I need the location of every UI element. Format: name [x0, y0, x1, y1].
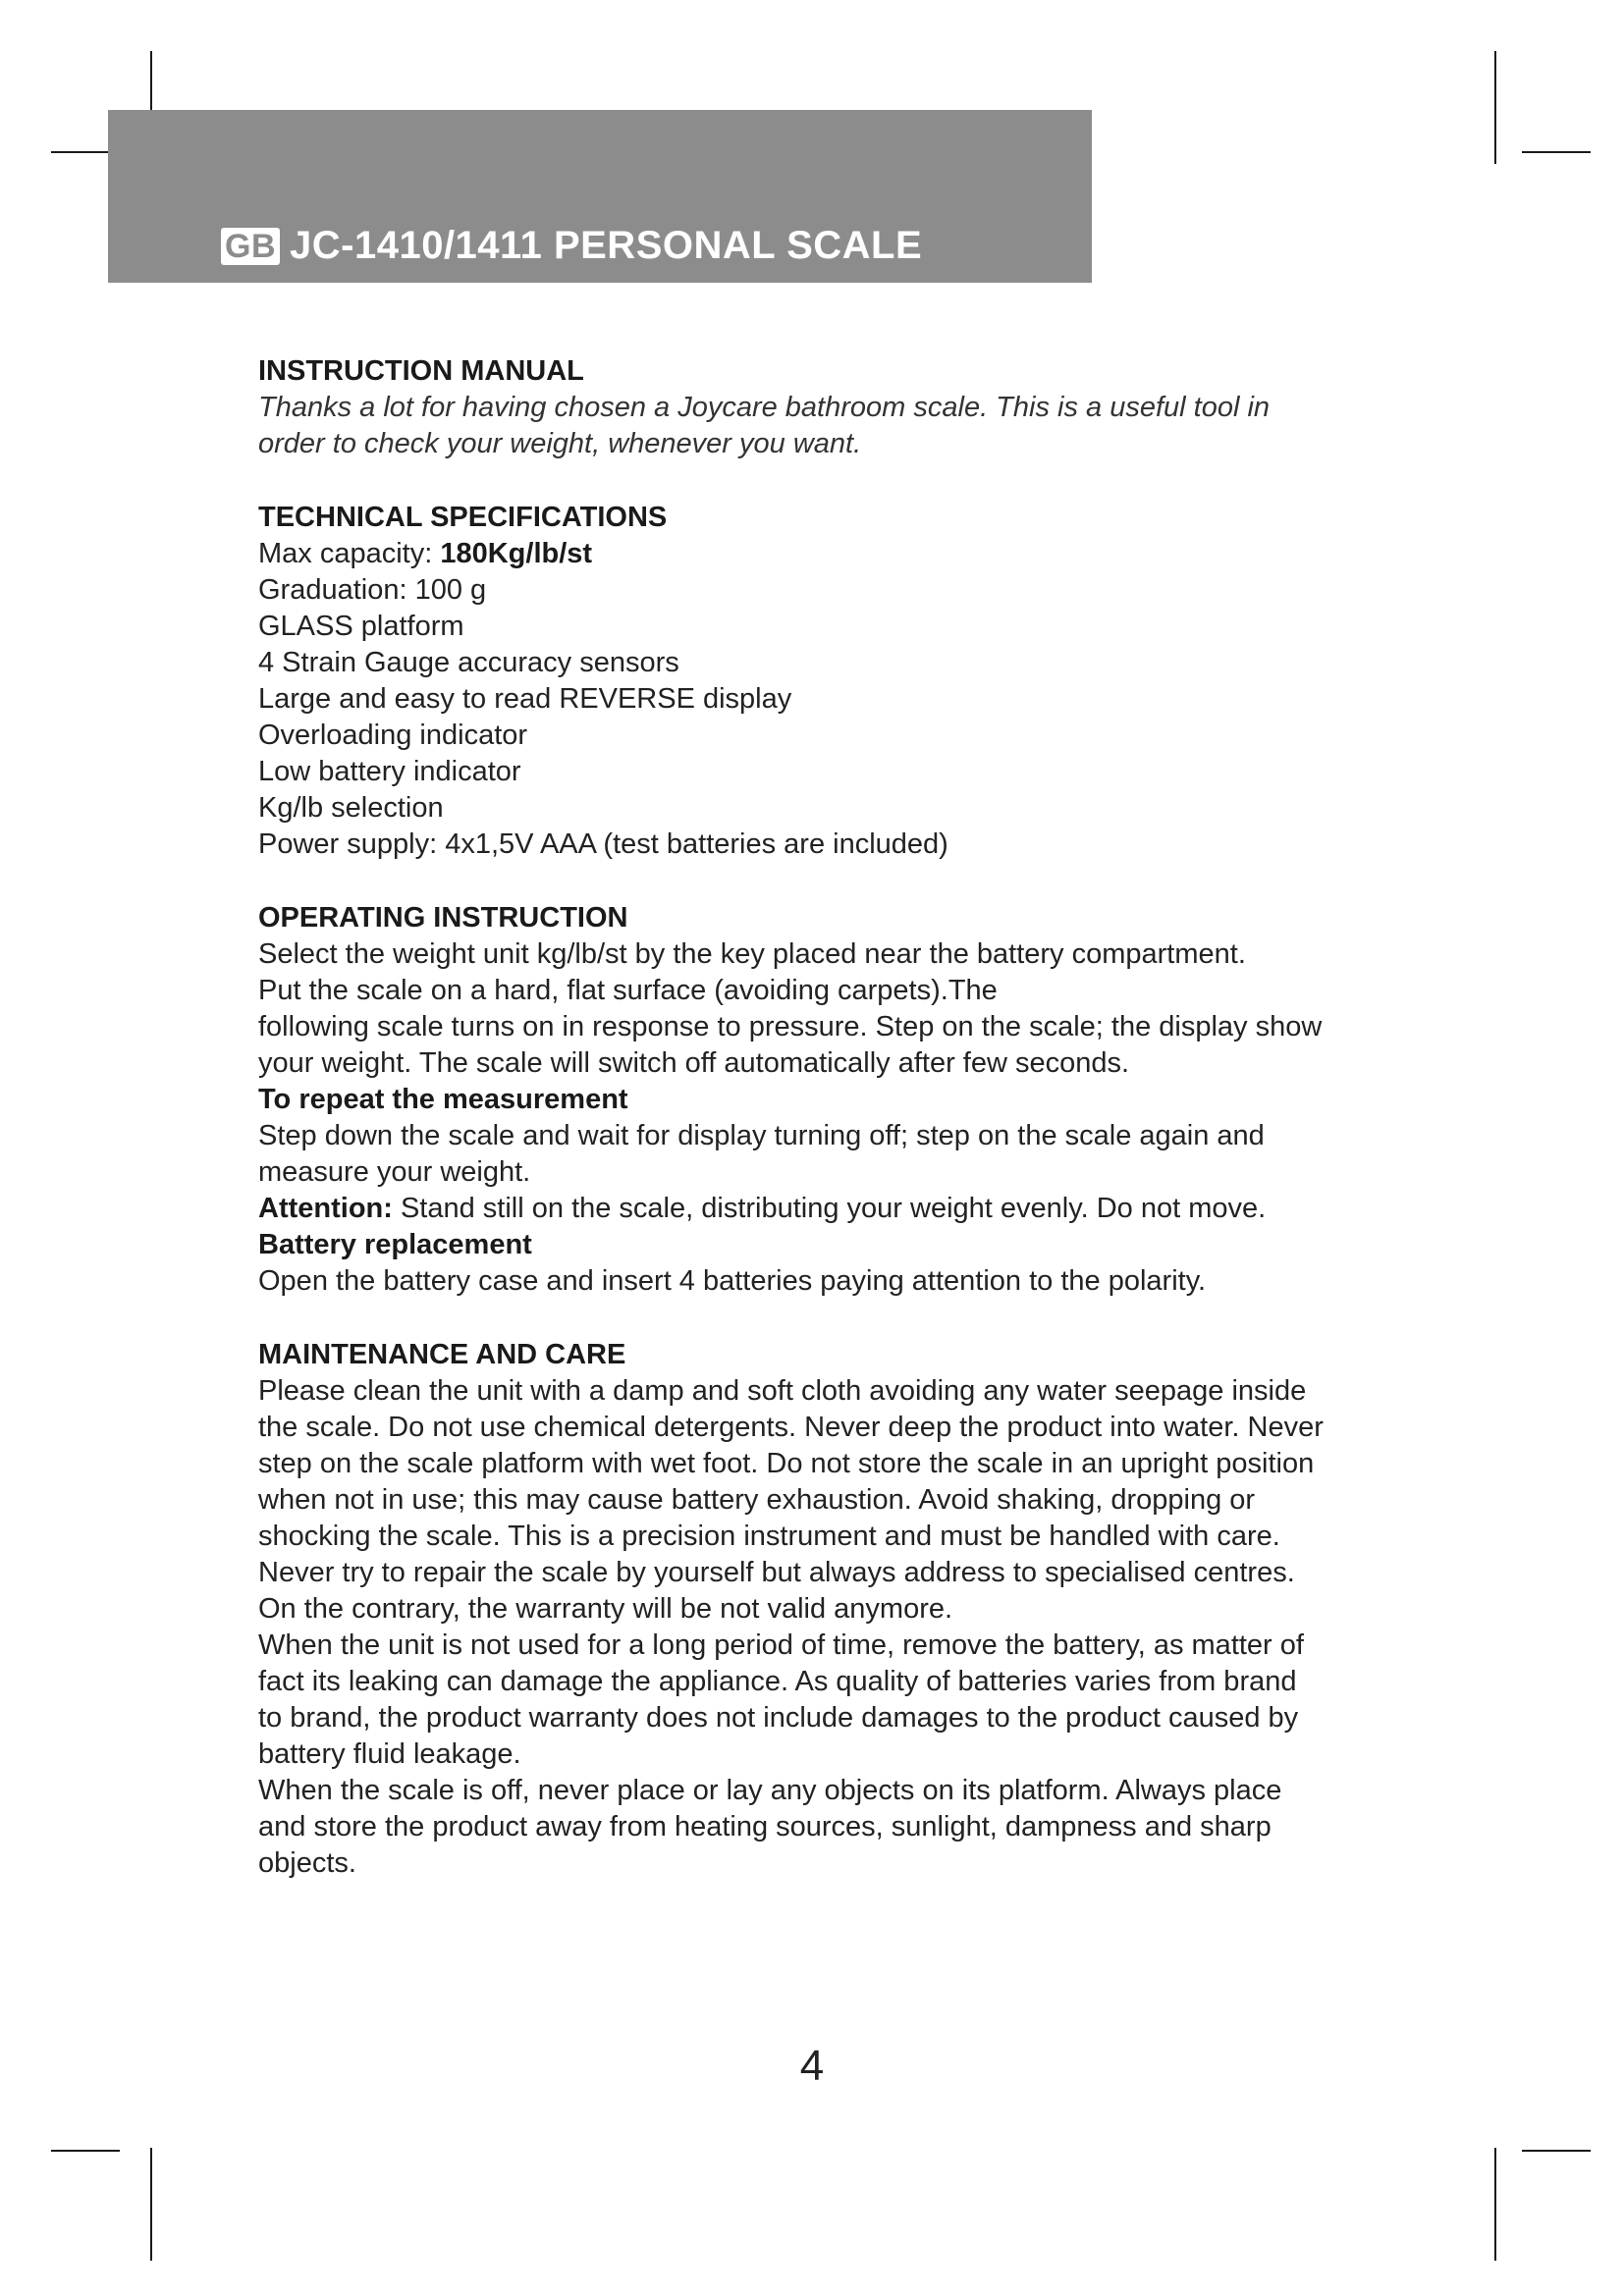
repeat-measurement-heading: To repeat the measurement	[258, 1084, 628, 1115]
maintenance-line: objects.	[258, 1847, 356, 1879]
page-title	[221, 224, 922, 268]
operating-instruction-heading: OPERATING INSTRUCTION	[258, 902, 628, 934]
title-text: JC-1410/1411 PERSONAL SCALE	[290, 224, 923, 267]
section-spacer	[258, 863, 1417, 900]
maintenance-line: Never try to repair the scale by yourself but always address to specialised centres.	[258, 1557, 1295, 1588]
crop-mark-top-right-horizontal	[1522, 151, 1591, 153]
spec-max-capacity	[258, 536, 1417, 572]
operating-line: Put the scale on a hard, flat surface (avoiding carpets).The	[258, 975, 998, 1006]
crop-mark-top-right-vertical	[1494, 51, 1496, 164]
maintenance-line: When the scale is off, never place or lay any objects on its platform. Always place	[258, 1775, 1282, 1806]
operating-line: Select the weight unit kg/lb/st by the key placed near the battery compartment.	[258, 938, 1246, 970]
attention-label: Attention:	[258, 1193, 393, 1224]
maintenance-line: battery fluid leakage.	[258, 1738, 521, 1770]
manual-content	[258, 353, 1417, 1882]
crop-mark-bottom-left-horizontal	[51, 2150, 120, 2152]
attention-text: Stand still on the scale, distributing your weight evenly. Do not move.	[392, 1193, 1267, 1224]
section-spacer	[258, 462, 1417, 500]
repeat-line: Step down the scale and wait for display turning off; step on the scale again and	[258, 1120, 1265, 1151]
intro-line: Thanks a lot for having chosen a Joycare bathroom scale. This is a useful tool in	[258, 392, 1271, 423]
battery-replacement-heading: Battery replacement	[258, 1229, 532, 1260]
maintenance-line: and store the product away from heating sources, sunlight, dampness and sharp	[258, 1811, 1272, 1842]
maintenance-line: to brand, the product warranty does not include damages to the product caused by	[258, 1702, 1299, 1734]
technical-specifications-section	[258, 500, 1417, 863]
maintenance-line: step on the scale platform with wet foot. Do not store the scale in an upright position	[258, 1448, 1315, 1479]
attention-note	[258, 1191, 1417, 1227]
page-number: 4	[799, 2042, 825, 2090]
crop-mark-bottom-left-vertical	[150, 2148, 152, 2261]
spec-item: Low battery indicator	[258, 756, 521, 787]
maintenance-line: the scale. Do not use chemical detergents. Never deep the product into water. Never	[258, 1412, 1324, 1443]
section-spacer	[258, 1300, 1417, 1337]
max-capacity-label: Max capacity:	[258, 538, 441, 569]
operating-line: your weight. The scale will switch off automatically after few seconds.	[258, 1047, 1130, 1079]
spec-item: Large and easy to read REVERSE display	[258, 683, 792, 715]
max-capacity-value: 180Kg/lb/st	[440, 538, 593, 569]
intro-line: order to check your weight, whenever you want.	[258, 428, 862, 459]
maintenance-section	[258, 1337, 1417, 1882]
spec-item: Overloading indicator	[258, 720, 528, 751]
maintenance-line: When the unit is not used for a long period of time, remove the battery, as matter of	[258, 1629, 1304, 1661]
language-badge: GB	[221, 228, 280, 265]
maintenance-line: shocking the scale. This is a precision instrument and must be handled with care.	[258, 1521, 1280, 1552]
instruction-manual-section	[258, 353, 1417, 462]
instruction-manual-heading: INSTRUCTION MANUAL	[258, 355, 584, 387]
technical-specifications-heading: TECHNICAL SPECIFICATIONS	[258, 502, 668, 533]
spec-item: Graduation: 100 g	[258, 574, 487, 606]
operating-instruction-section	[258, 900, 1417, 1300]
repeat-line: measure your weight.	[258, 1156, 531, 1188]
maintenance-line: fact its leaking can damage the appliance. As quality of batteries varies from brand	[258, 1666, 1297, 1697]
maintenance-line: On the contrary, the warranty will be not valid anymore.	[258, 1593, 953, 1625]
battery-replacement-text: Open the battery case and insert 4 batteries paying attention to the polarity.	[258, 1265, 1207, 1297]
operating-line: following scale turns on in response to pressure. Step on the scale; the display show	[258, 1011, 1323, 1042]
maintenance-line: when not in use; this may cause battery exhaustion. Avoid shaking, dropping or	[258, 1484, 1256, 1516]
spec-item: GLASS platform	[258, 611, 464, 642]
crop-mark-bottom-right-vertical	[1494, 2148, 1496, 2261]
maintenance-line: Please clean the unit with a damp and soft cloth avoiding any water seepage inside	[258, 1375, 1307, 1407]
spec-item: 4 Strain Gauge accuracy sensors	[258, 647, 679, 678]
spec-item: Power supply: 4x1,5V AAA (test batteries are included)	[258, 828, 948, 860]
maintenance-heading: MAINTENANCE AND CARE	[258, 1339, 626, 1370]
crop-mark-bottom-right-horizontal	[1522, 2150, 1591, 2152]
spec-item: Kg/lb selection	[258, 792, 444, 824]
